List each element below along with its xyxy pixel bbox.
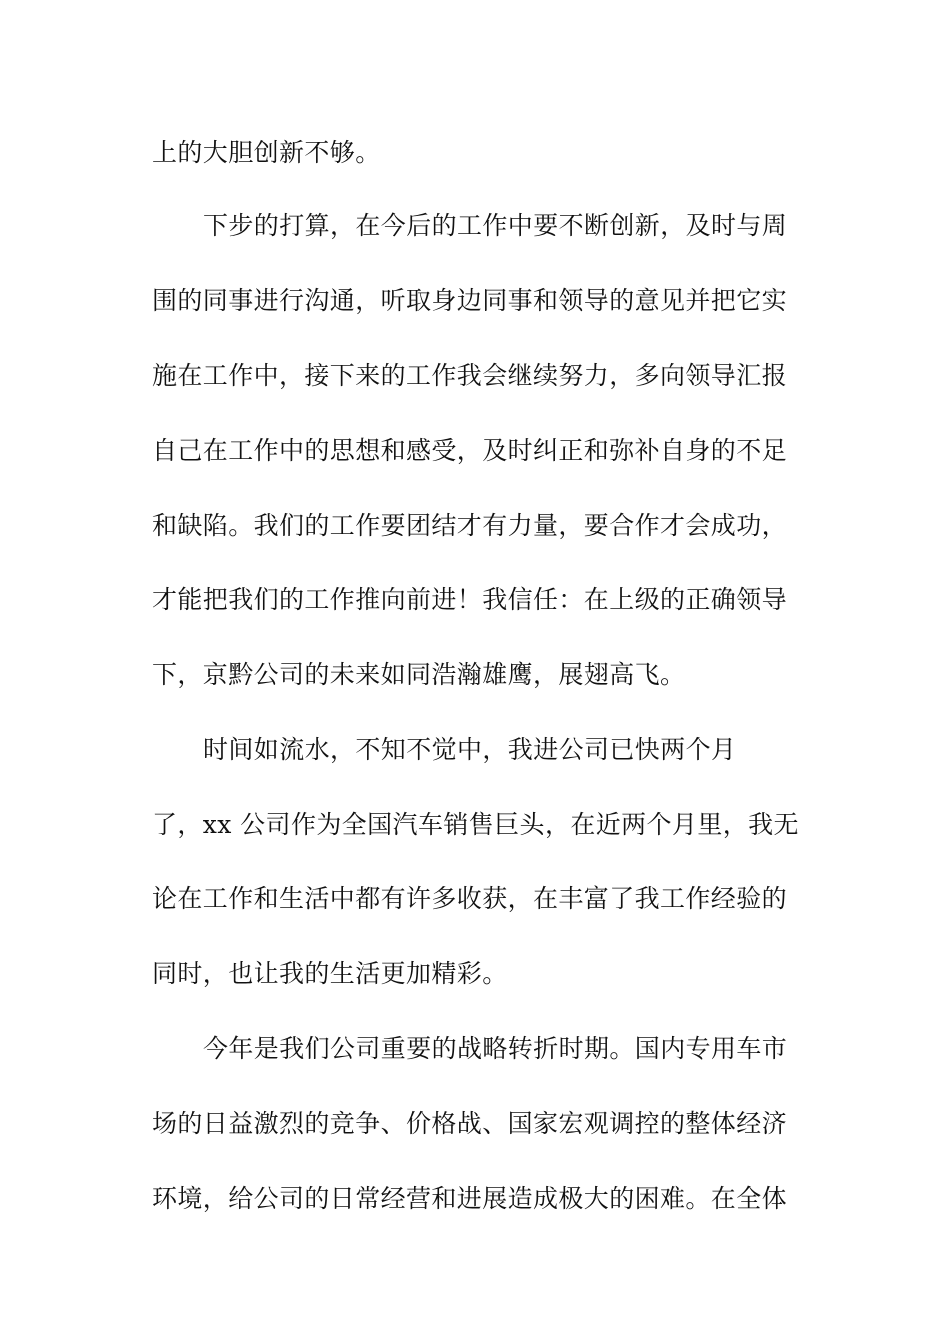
text-line: 同时，也让我的生活更加精彩。: [152, 959, 508, 988]
text-line: 了，xx 公司作为全国汽车销售巨头，在近两个月里，我无: [152, 810, 799, 839]
text-line: 自己在工作中的思想和感受，及时纠正和弥补自身的不足: [152, 436, 788, 465]
text-line: 和缺陷。我们的工作要团结才有力量，要合作才会成功，: [152, 511, 788, 540]
paragraph-first-line: 今年是我们公司重要的战略转折时期。国内专用车市: [203, 1034, 788, 1063]
text-line: 施在工作中，接下来的工作我会继续努力，多向领导汇报: [152, 361, 788, 390]
paragraph-first-line: 下步的打算，在今后的工作中要不断创新，及时与周: [203, 211, 788, 240]
text-line: 上的大胆创新不够。: [152, 138, 381, 167]
text-line: 环境，给公司的日常经营和进展造成极大的困难。在全体: [152, 1184, 788, 1213]
text-line: 下，京黔公司的未来如同浩瀚雄鹰，展翅高飞。: [152, 660, 686, 689]
text-line: 场的日益激烈的竞争、价格战、国家宏观调控的整体经济: [152, 1109, 788, 1138]
text-line: 围的同事进行沟通，听取身边同事和领导的意见并把它实: [152, 286, 788, 315]
text-line: 论在工作和生活中都有许多收获，在丰富了我工作经验的: [152, 884, 788, 913]
text-line: 才能把我们的工作推向前进！我信任：在上级的正确领导: [152, 585, 788, 614]
paragraph-first-line: 时间如流水，不知不觉中，我进公司已快两个月: [203, 735, 737, 764]
